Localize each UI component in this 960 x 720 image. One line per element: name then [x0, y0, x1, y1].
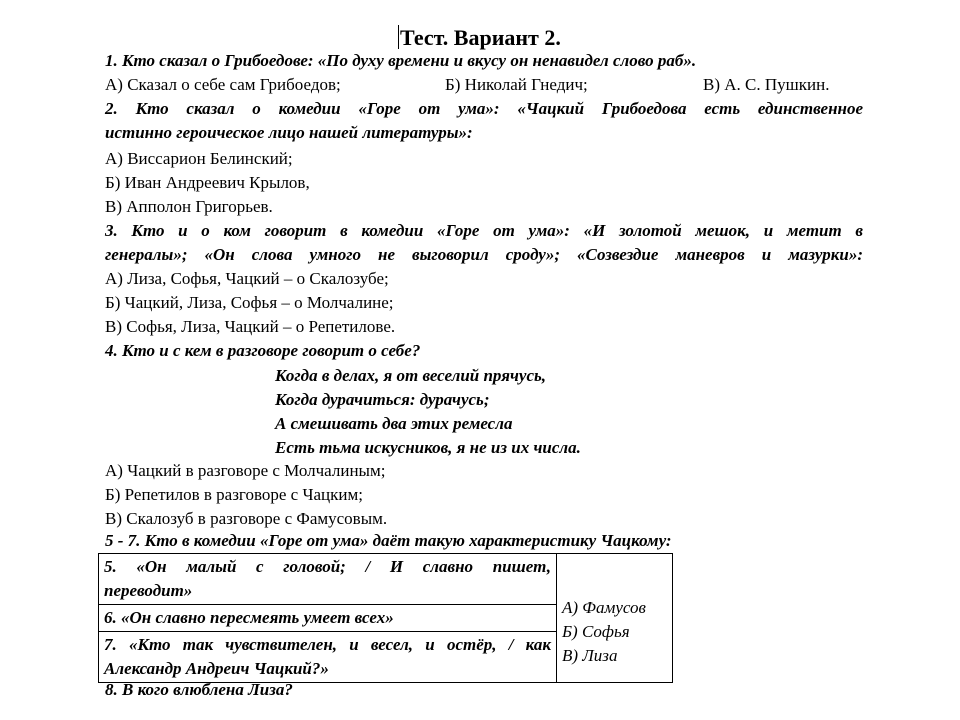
matching-table: [98, 553, 673, 683]
poem-line: Когда дурачиться: дурачусь;: [275, 390, 490, 409]
option-a: А) Сказал о себе сам Грибоедов;: [105, 75, 341, 94]
poem-line: Когда в делах, я от веселий прячусь,: [275, 366, 547, 385]
question-4-option-b: Б) Репетилов в разговоре с Чацким;: [105, 485, 363, 504]
table-row: [99, 605, 557, 632]
question-3-option-b: Б) Чацкий, Лиза, Софья – о Молчалине;: [105, 293, 394, 312]
row-5-line-1: 5. «Он малый с головой; / И славно пишет,: [104, 557, 551, 576]
document-title: Тест. Вариант 2.: [400, 25, 561, 50]
question-2-option-b: Б) Иван Андреевич Крылов,: [105, 173, 310, 192]
question-3-option-c: В) Софья, Лиза, Чацкий – о Репетилове.: [105, 317, 396, 336]
row-6: 6. «Он славно пересмеять умеет всех»: [104, 608, 394, 627]
question-1: 1. Кто сказал о Грибоедове: «По духу времени и вкусу он ненавидел слово раб».: [105, 51, 697, 70]
answers-cell: [557, 554, 673, 683]
question-1-options: [105, 74, 863, 96]
question-8: 8. В кого влюблена Лиза?: [105, 680, 293, 699]
answer-c: В) Лиза: [562, 645, 618, 665]
question-4-option-c: В) Скалозуб в разговоре с Фамусовым.: [105, 509, 388, 528]
question-2-option-a: А) Виссарион Белинский;: [105, 149, 293, 168]
question-3-option-a: А) Лиза, Софья, Чацкий – о Скалозубе;: [105, 269, 389, 288]
question-5-7: 5 - 7. Кто в комедии «Горе от ума» даёт такую характеристику Чацкому:: [105, 531, 672, 550]
poem-line: А смешивать два этих ремесла: [275, 414, 513, 433]
answer-b: Б) Софья: [562, 621, 630, 641]
option-b: Б) Николай Гнедич;: [445, 75, 588, 94]
row-7-line-2: Александр Андреич Чацкий?»: [104, 659, 329, 678]
poem-line: Есть тьма искусников, я не из их числа.: [275, 438, 581, 457]
question-2-line-1: 2. Кто сказал о комедии «Горе от ума»: «Чацкий Грибоедова есть единственное: [105, 99, 863, 118]
question-2-option-c: В) Апполон Григорьев.: [105, 197, 273, 216]
answer-a: А) Фамусов: [562, 597, 646, 617]
table-row: [99, 554, 557, 605]
question-4: 4. Кто и с кем в разговоре говорит о себе?: [105, 341, 421, 360]
text-cursor: [398, 25, 399, 49]
question-3-line-1: 3. Кто и о ком говорит в комедии «Горе от ума»: «И золотой мешок, и метит в: [105, 221, 863, 240]
question-3-line-2: генералы»; «Он слова умного не выговорил сроду»; «Созвездие маневров и мазурки»:: [105, 245, 863, 264]
row-5-line-2: переводит»: [104, 581, 193, 600]
question-4-option-a: А) Чацкий в разговоре с Молчалиным;: [105, 461, 386, 480]
row-7-line-1: 7. «Кто так чувствителен, и весел, и остёр, / как: [104, 635, 551, 654]
table-row: [99, 632, 557, 683]
option-c: В) А. С. Пушкин.: [703, 75, 830, 94]
question-2-line-2: истинно героическое лицо нашей литературы»:: [105, 123, 473, 142]
